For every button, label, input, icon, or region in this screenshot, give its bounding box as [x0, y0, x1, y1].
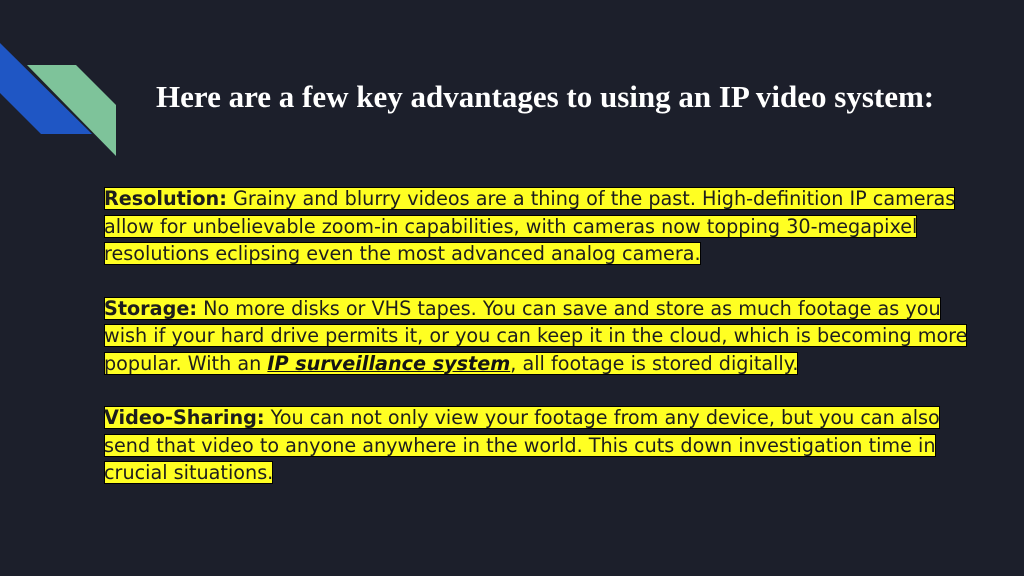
storage-text-before: No more disks or VHS tapes. You can save and store as much footage as you wish if your hard drive permits it, or you can keep it in the cloud, which is becoming more popular. With an [104, 296, 968, 375]
corner-decoration [0, 0, 130, 170]
storage-text-after: , all footage is stored digitally. [510, 351, 799, 375]
advantages-list [104, 185, 984, 514]
highlighted-text [104, 187, 955, 265]
video-sharing-label: Video-Sharing: [104, 406, 265, 429]
video-sharing-text: You can not only view your footage from any device, but you can also send that video to anyone anywhere in the world. This cuts down investigation time in crucial situations. [104, 406, 940, 484]
advantage-resolution [104, 185, 984, 268]
storage-label: Storage: [104, 296, 198, 320]
resolution-label: Resolution: [104, 187, 227, 210]
slide-title: Here are a few key advantages to using an IP video system: [156, 79, 935, 114]
highlighted-text [104, 297, 967, 375]
resolution-text: Grainy and blurry videos are a thing of the past. High-definition IP cameras allow for unbelievable zoom-in capabilities, with cameras now topping 30-megapixel resolutions eclipsing even the most advanced analog camera. [104, 187, 956, 265]
highlighted-text [104, 406, 940, 484]
advantage-video-sharing [104, 404, 984, 487]
ip-surveillance-system-link[interactable]: IP surveillance system [267, 351, 511, 375]
advantage-storage [104, 295, 984, 378]
